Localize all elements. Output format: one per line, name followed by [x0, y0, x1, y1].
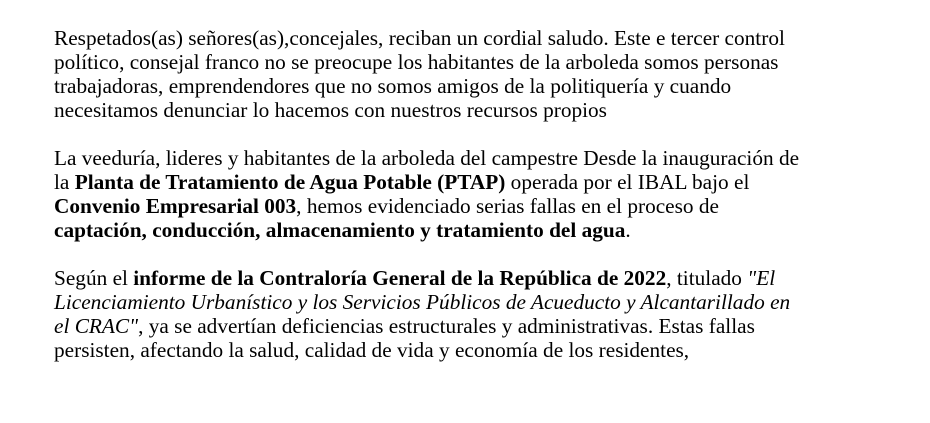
paragraph-contraloria	[54, 266, 904, 362]
text-line: necesitamos denunciar lo hacemos con nuestros recursos propios	[54, 98, 607, 122]
document-body	[54, 26, 904, 386]
text-line: el CRAC", ya se advertían deficiencias estructurales y administrativas. Estas fallas	[54, 314, 755, 338]
text-line: persisten, afectando la salud, calidad de vida y economía de los residentes,	[54, 338, 690, 362]
italic-title: "El	[747, 266, 776, 290]
bold-term-ptap: Planta de Tratamiento de Agua Potable (PTAP)	[74, 170, 506, 194]
italic-title: el CRAC"	[54, 314, 139, 338]
paragraph-ptap	[54, 146, 904, 242]
italic-title: Licenciamiento Urbanístico y los Servicios Públicos de Acueducto y Alcantarillado en	[54, 290, 791, 314]
text-line: captación, conducción, almacenamiento y tratamiento del agua.	[54, 218, 631, 242]
text-line: trabajadoras, emprendendores que no somos amigos de la politiquería y cuando	[54, 74, 732, 98]
text-line: La veeduría, lideres y habitantes de la arboleda del campestre Desde la inauguración de	[54, 146, 800, 170]
text-line: Respetados(as) señores(as),concejales, reciban un cordial saludo. Este e tercer control	[54, 26, 785, 50]
text-line	[54, 290, 904, 314]
text-line: Convenio Empresarial 003, hemos evidenciado serias fallas en el proceso de	[54, 194, 719, 218]
text-line: político, consejal franco no se preocupe los habitantes de la arboleda somos personas	[54, 50, 779, 74]
bold-term-proceso: captación, conducción, almacenamiento y tratamiento del agua	[54, 218, 626, 242]
paragraph-greeting	[54, 26, 904, 122]
bold-term-convenio: Convenio Empresarial 003	[54, 194, 297, 218]
text-line: la Planta de Tratamiento de Agua Potable (PTAP) operada por el IBAL bajo el	[54, 170, 750, 194]
bold-term-informe: informe de la Contraloría General de la República de 2022	[133, 266, 667, 290]
text-line: Según el informe de la Contraloría General de la República de 2022, titulado "El	[54, 266, 776, 290]
